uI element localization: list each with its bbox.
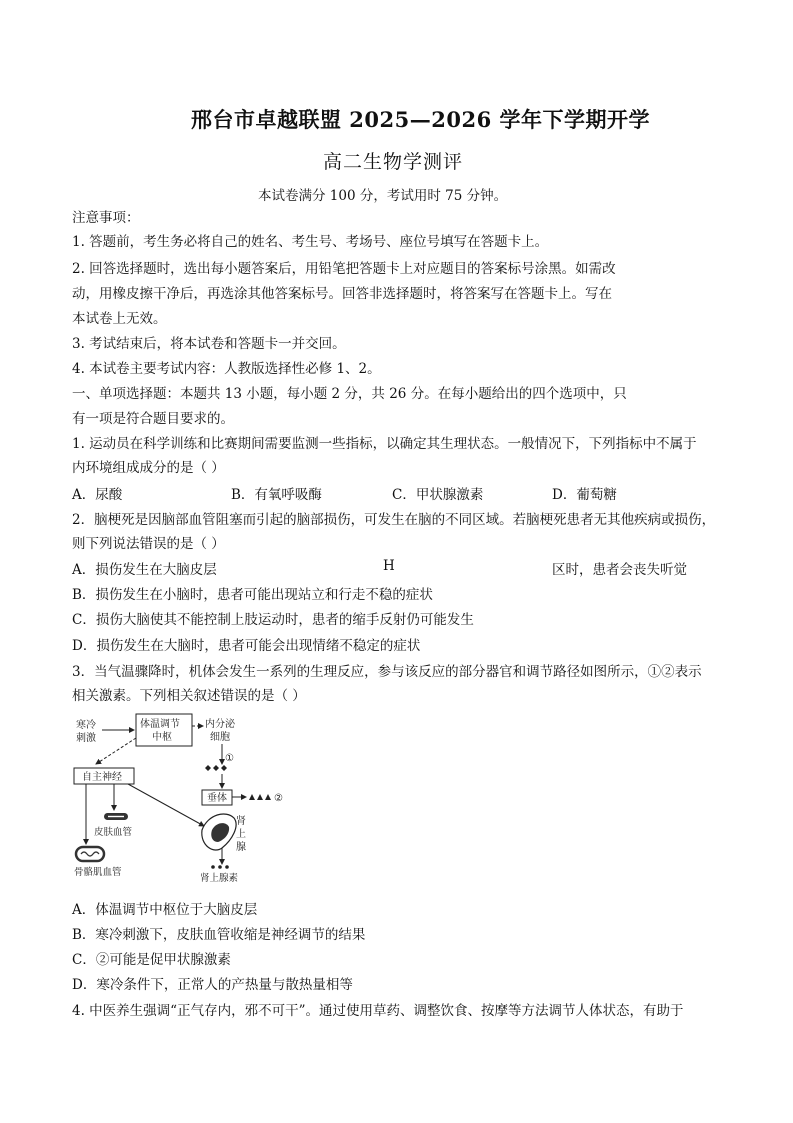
exam-info: 本试卷满分 100 分，考试用时 75 分钟。: [258, 188, 508, 204]
diagram-cold-label-2: 刺激: [76, 733, 96, 744]
diagram-endocrine-label-2: 细胞: [210, 732, 230, 743]
q3-stem-line-2: 相关激素。下列相关叙述错误的是（ ）: [72, 688, 306, 704]
q1-stem-line-2: 内环境组成成分的是（ ）: [72, 460, 225, 476]
note-2-line-1: 2. 回答选择题时，选出每小题答案后，用铅笔把答题卡上对应题目的答案标号涂黑。如需改: [72, 261, 616, 277]
note-3: 3. 考试结束后，将本试卷和答题卡一并交回。: [72, 336, 346, 352]
exam-title: 邢台市卓越联盟 2025—2026 学年下学期开学: [191, 107, 651, 132]
q2-option-a-part-1: A．损伤发生在大脑皮层: [72, 562, 217, 578]
note-1: 1. 答题前，考生务必将自己的姓名、考生号、考场号、座位号填写在答题卡上。: [72, 234, 549, 250]
diagram-center-label-2: 中枢: [152, 732, 172, 743]
diagram-autonomic-label: 自主神经: [82, 772, 122, 783]
diagram-hormone-2-symbols: [249, 794, 271, 800]
q3-option-a: A．体温调节中枢位于大脑皮层: [72, 902, 258, 918]
diagram-hormone-mark-2: ②: [274, 793, 283, 804]
section-heading-line-2: 有一项是符合题目要求的。: [72, 411, 234, 427]
q2-option-b: B．损伤发生在小脑时，患者可能出现站立和行走不稳的症状: [72, 587, 433, 603]
diagram-cold-label-1: 寒冷: [76, 720, 96, 731]
diagram-adrenal-label-1: 肾: [236, 816, 246, 827]
q1-option-a: A．尿酸: [72, 487, 123, 503]
exam-subtitle: 高二生物学测评: [323, 151, 464, 173]
q1-stem-line-1: 1. 运动员在科学训练和比赛期间需要监测一些指标，以确定其生理状态。一般情况下，下列指标中不属于: [72, 436, 697, 452]
diagram-muscle-vessel-label: 骨骼肌血管: [74, 867, 122, 878]
notes-heading: 注意事项：: [72, 210, 140, 226]
q2-option-a-part-2: H: [383, 558, 395, 574]
diagram-adrenal-label-2: 上: [236, 829, 246, 840]
q1-option-b: B．有氧呼吸酶: [231, 487, 322, 503]
q2-option-c: C．损伤大脑使其不能控制上肢运动时，患者的缩手反射仍可能发生: [72, 612, 474, 628]
diagram-center-label-1: 体温调节: [140, 719, 180, 730]
section-heading-line-1: 一、单项选择题：本题共 13 小题，每小题 2 分，共 26 分。在每小题给出的四个选项中，只: [72, 386, 627, 402]
q3-option-c: C．②可能是促甲状腺激素: [72, 952, 231, 968]
diagram-pituitary-label: 垂体: [207, 793, 227, 804]
diagram-adrenal-label-3: 腺: [236, 842, 246, 853]
q3-stem-line-1: 3．当气温骤降时，机体会发生一系列的生理反应，参与该反应的部分器官和调节路径如图所示，①②表示: [72, 664, 702, 680]
note-2-line-3: 本试卷上无效。: [72, 311, 167, 327]
diagram-muscle-vessel-shape: [76, 847, 104, 861]
q2-stem-line-1: 2．脑梗死是因脑部血管阻塞而引起的脑部损伤，可发生在脑的不同区域。若脑梗死患者无其他疾病或损伤，: [72, 512, 716, 528]
diagram-endocrine-label-1: 内分泌: [205, 719, 235, 730]
diagram-hormone-mark-1: ①: [225, 753, 234, 764]
q2-stem-line-2: 则下列说法错误的是（ ）: [72, 536, 225, 552]
q2-option-a-part-3: 区时，患者会丧失听觉: [552, 562, 687, 578]
thermoregulation-diagram: [72, 708, 290, 886]
q3-option-b: B．寒冷刺激下，皮肤血管收缩是神经调节的结果: [72, 927, 366, 943]
q3-option-d: D．寒冷条件下，正常人的产热量与散热量相等: [72, 977, 353, 993]
diagram-skin-vessel-label: 皮肤血管: [94, 827, 133, 838]
q4-stem-line-1: 4. 中医养生强调“正气存内，邪不可干”。通过使用草药、调整饮食、按摩等方法调节人体状态，有助于: [72, 1003, 684, 1019]
diagram-adrenaline-label: 肾上腺素: [200, 873, 239, 884]
note-2-line-2: 动，用橡皮擦干净后，再选涂其他答案标号。回答非选择题时，将答案写在答题卡上。写在: [72, 286, 612, 302]
q2-option-d: D．损伤发生在大脑时，患者可能会出现情绪不稳定的症状: [72, 638, 421, 654]
q1-option-c: C．甲状腺激素: [392, 487, 484, 503]
note-4: 4. 本试卷主要考试内容：人教版选择性必修 1、2。: [72, 361, 381, 377]
diagram-hormone-1-symbols: [205, 765, 227, 771]
q1-option-d: D．葡萄糖: [552, 487, 617, 503]
